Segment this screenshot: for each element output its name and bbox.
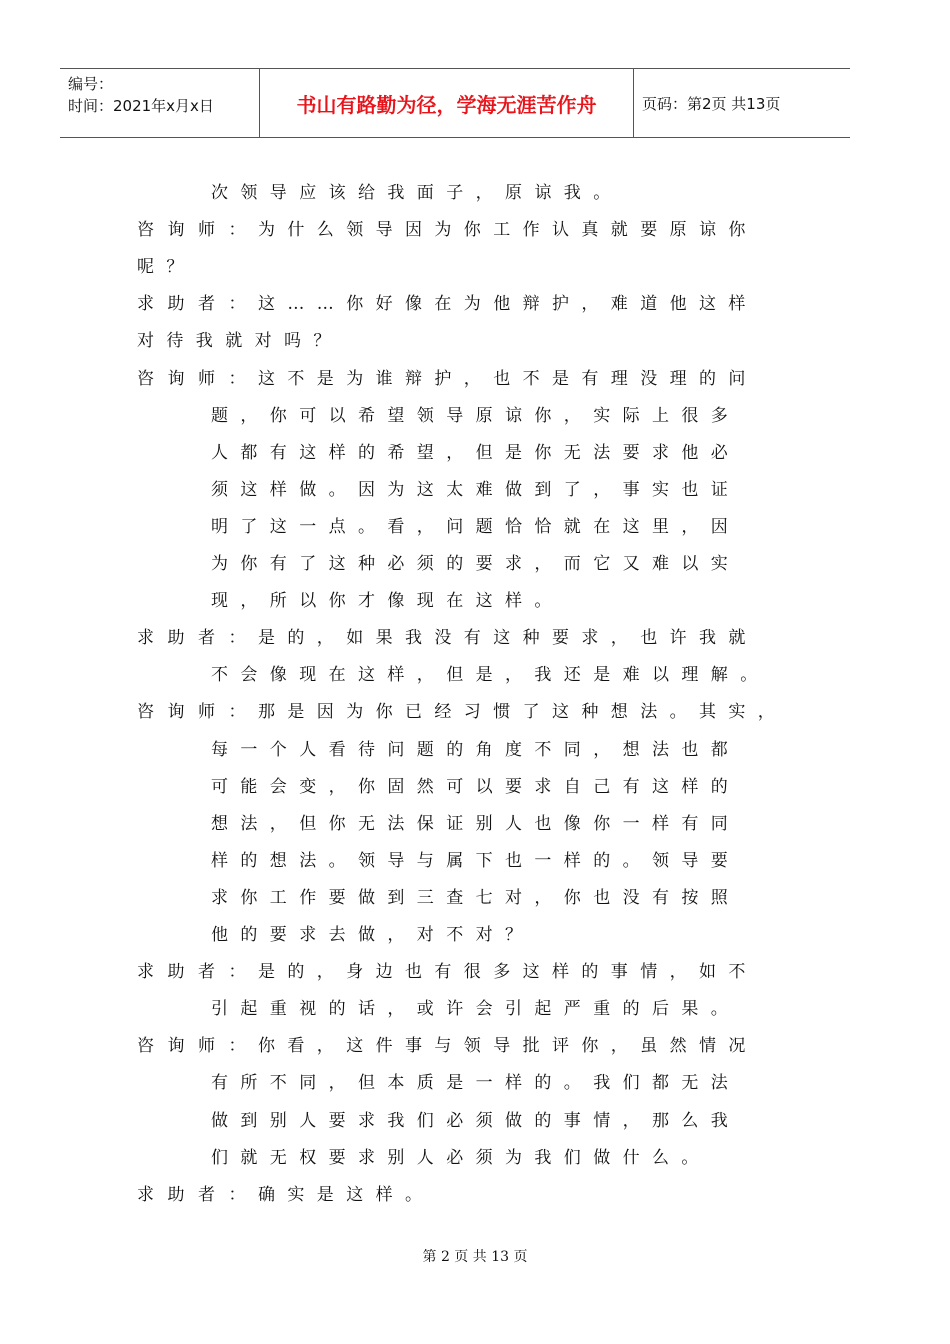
dialogue-text: 这不是为谁辩护，也不是有理没理的问 (258, 368, 758, 389)
dialogue-text: 是的，身边也有很多这样的事情，如不 (258, 962, 758, 983)
dialogue-text: 可能会变，你固然可以要求自己有这样的 (211, 776, 741, 797)
dialogue-text: 题，你可以希望领导原谅你，实际上很多 (211, 405, 741, 426)
dialogue-line (0, 1106, 950, 1136)
dialogue-line (0, 326, 950, 356)
dialogue-line (0, 735, 950, 765)
dialogue-line (0, 994, 950, 1024)
dialogue-text: 做到别人要求我们必须做的事情，那么我 (211, 1110, 741, 1131)
dialogue-line (0, 920, 950, 950)
dialogue-line (0, 364, 950, 394)
dialogue-line (0, 475, 950, 505)
dialogue-line (0, 883, 950, 913)
header-page-number: 页码：第2页 共13页 (642, 94, 781, 113)
dialogue-line (0, 438, 950, 468)
dialogue-line (0, 1180, 950, 1210)
speaker-label: 咨询师： (137, 220, 259, 241)
dialogue-line (0, 252, 950, 282)
dialogue-text: 想法，但你无法保证别人也像你一样有同 (211, 813, 741, 834)
dialogue-text: 不会像现在这样，但是，我还是难以理解。 (211, 665, 770, 686)
dialogue-text: 你看，这件事与领导批评你，虽然情况 (258, 1036, 758, 1057)
dialogue-line (0, 846, 950, 876)
dialogue-text: 有所不同，但本质是一样的。我们都无法 (211, 1073, 741, 1094)
dialogue-line (0, 1143, 950, 1173)
dialogue-line (0, 809, 950, 839)
dialogue-text: 为什么领导因为你工作认真就要原谅你 (258, 220, 758, 241)
dialogue-line (0, 512, 950, 542)
dialogue-text: 明了这一点。看，问题恰恰就在这里，因 (211, 516, 741, 537)
dialogue-text: 们就无权要求别人必须为我们做什么。 (211, 1147, 711, 1168)
dialogue-text: 是的，如果我没有这种要求，也许我就 (258, 628, 758, 649)
dialogue-text: 呢？ (137, 257, 196, 278)
dialogue-text: 求你工作要做到三查七对，你也没有按照 (211, 887, 741, 908)
dialogue-text: 那是因为你已经习惯了这种想法。其实， (258, 702, 788, 723)
dialogue-line (0, 1068, 950, 1098)
dialogue-text: 次领导应该给我面子，原谅我。 (211, 183, 623, 203)
dialogue-line (0, 289, 950, 319)
dialogue-line (0, 1031, 950, 1061)
speaker-label: 求助者： (137, 1184, 259, 1205)
dialogue-text: 现，所以你才像现在这样。 (211, 591, 564, 612)
dialogue-text: 对待我就对吗？ (137, 331, 343, 352)
speaker-label: 咨询师： (137, 368, 259, 389)
dialogue-line (0, 957, 950, 987)
speaker-label: 咨询师： (137, 702, 259, 723)
date-label: 时间：2021年x月x日 (68, 97, 214, 115)
dialogue-line (0, 401, 950, 431)
dialogue-line (0, 697, 950, 727)
header-motto: 书山有路勤为径，学海无涯苦作舟 (296, 92, 597, 117)
dialogue-text: 每一个人看待问题的角度不同，想法也都 (211, 739, 741, 760)
serial-number-label: 编号： (68, 75, 114, 93)
speaker-label: 求助者： (137, 962, 259, 983)
dialogue-line (0, 549, 950, 579)
dialogue-line (0, 660, 950, 690)
speaker-label: 求助者： (137, 628, 259, 649)
page-footer: 第 2 页 共 13 页 (422, 1249, 528, 1265)
dialogue-line (0, 623, 950, 653)
dialogue-text: 样的想法。领导与属下也一样的。领导要 (211, 850, 741, 871)
speaker-label: 咨询师： (137, 1036, 259, 1057)
dialogue-line (0, 215, 950, 245)
dialogue-text: 引起重视的话，或许会引起严重的后果。 (211, 999, 741, 1020)
dialogue-text: 他的要求去做，对不对？ (211, 925, 535, 945)
dialogue-text: 须这样做。因为这太难做到了，事实也证 (211, 479, 741, 500)
dialogue-text: 为你有了这种必须的要求，而它又难以实 (211, 554, 741, 574)
dialogue-line (0, 586, 950, 616)
dialogue-text: 人都有这样的希望，但是你无法要求他必 (211, 442, 741, 463)
speaker-label: 求助者： (137, 294, 259, 315)
dialogue-line (0, 772, 950, 802)
dialogue-text: 确实是这样。 (258, 1184, 435, 1205)
dialogue-text: 这……你好像在为他辩护，难道他这样 (258, 294, 758, 315)
dialogue-line (0, 178, 950, 208)
